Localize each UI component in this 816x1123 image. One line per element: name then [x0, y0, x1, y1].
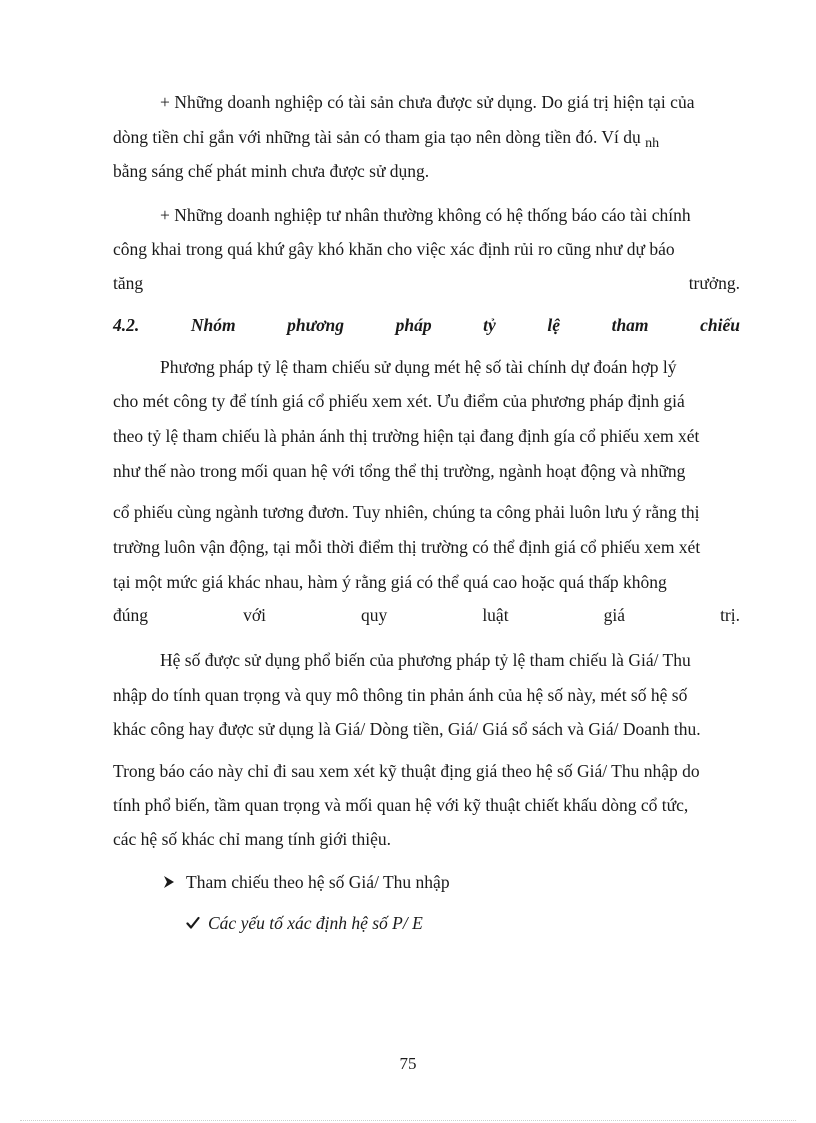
paragraph-line: đúng với quy luật giá trị.	[113, 605, 740, 625]
paragraph-line: theo tỷ lệ tham chiếu là phản ánh thị trường hiện tại đang định gía cổ phiếu xem xét	[113, 426, 700, 446]
paragraph-line: như thế nào trong mối quan hệ với tổng thể thị trường, ngành hoạt động và những	[113, 461, 686, 481]
paragraph-text: dòng tiền chỉ gắn với những tài sản có tham gia tạo nên dòng tiền đó. Ví dụ	[113, 127, 641, 147]
paragraph-line: Trong báo cáo này chỉ đi sau xem xét kỹ thuật địng giá theo hệ số Giá/ Thu nhập do	[113, 761, 700, 781]
paragraph-line: cho mét công ty để tính giá cổ phiếu xem xét. Ưu điểm của phương pháp định giá	[113, 391, 685, 411]
paragraph-line: công khai trong quá khứ gây khó khăn cho việc xác định rủi ro cũng như dự báo	[113, 239, 675, 259]
paragraph-line: nhập do tính quan trọng và quy mô thông tin phản ánh của hệ số này, mét số hệ số	[113, 685, 688, 705]
paragraph-line: Hệ số được sử dụng phổ biến của phương pháp tỷ lệ tham chiếu là Giá/ Thu	[160, 650, 691, 670]
sub-bullet-text: Các yếu tố xác định hệ số P/ E	[208, 913, 423, 933]
sub-bullet-item	[186, 912, 423, 934]
paragraph-line: khác công hay được sử dụng là Giá/ Dòng tiền, Giá/ Giá sổ sách và Giá/ Doanh thu.	[113, 719, 701, 739]
checkmark-icon	[186, 913, 200, 927]
bullet-text: Tham chiếu theo hệ số Giá/ Thu nhập	[186, 872, 450, 892]
arrow-bullet-icon	[162, 872, 176, 886]
paragraph-line: trường luôn vận động, tại mỗi thời điểm thị trường có thể định giá cổ phiếu xem xét	[113, 537, 701, 557]
paragraph-line	[113, 126, 740, 151]
paragraph-text: trưởng.	[688, 273, 740, 293]
paragraph-line: tính phổ biến, tầm quan trọng và mối quan hệ với kỹ thuật chiết khấu dòng cổ tức,	[113, 795, 689, 815]
footer-divider	[20, 1120, 796, 1121]
paragraph-line: + Những doanh nghiệp có tài sản chưa được sử dụng. Do giá trị hiện tại của	[160, 92, 695, 112]
paragraph-line: bằng sáng chế phát minh chưa được sử dụng.	[113, 161, 430, 181]
bullet-item	[162, 871, 450, 893]
paragraph-line: các hệ số khác chỉ mang tính giới thiệu.	[113, 829, 391, 849]
section-heading: 4.2. Nhóm phương pháp tỷ lệ tham chiếu	[113, 315, 740, 335]
paragraph-text: tăng	[113, 273, 144, 293]
paragraph-line: + Những doanh nghiệp tư nhân thường không có hệ thống báo cáo tài chính	[160, 205, 691, 225]
page-number: 75	[399, 1054, 417, 1073]
paragraph-line: cổ phiếu cùng ngành tương đươn. Tuy nhiên, chúng ta công phải luôn lưu ý rằng thị	[113, 502, 700, 522]
paragraph-line	[113, 272, 740, 294]
paragraph-line: tại một mức giá khác nhau, hàm ý rằng giá có thể quá cao hoặc quá thấp không	[113, 572, 667, 592]
paragraph-text-fragment: nh	[645, 136, 660, 151]
paragraph-line: Phương pháp tỷ lệ tham chiếu sử dụng mét hệ số tài chính dự đoán hợp lý	[160, 357, 677, 377]
